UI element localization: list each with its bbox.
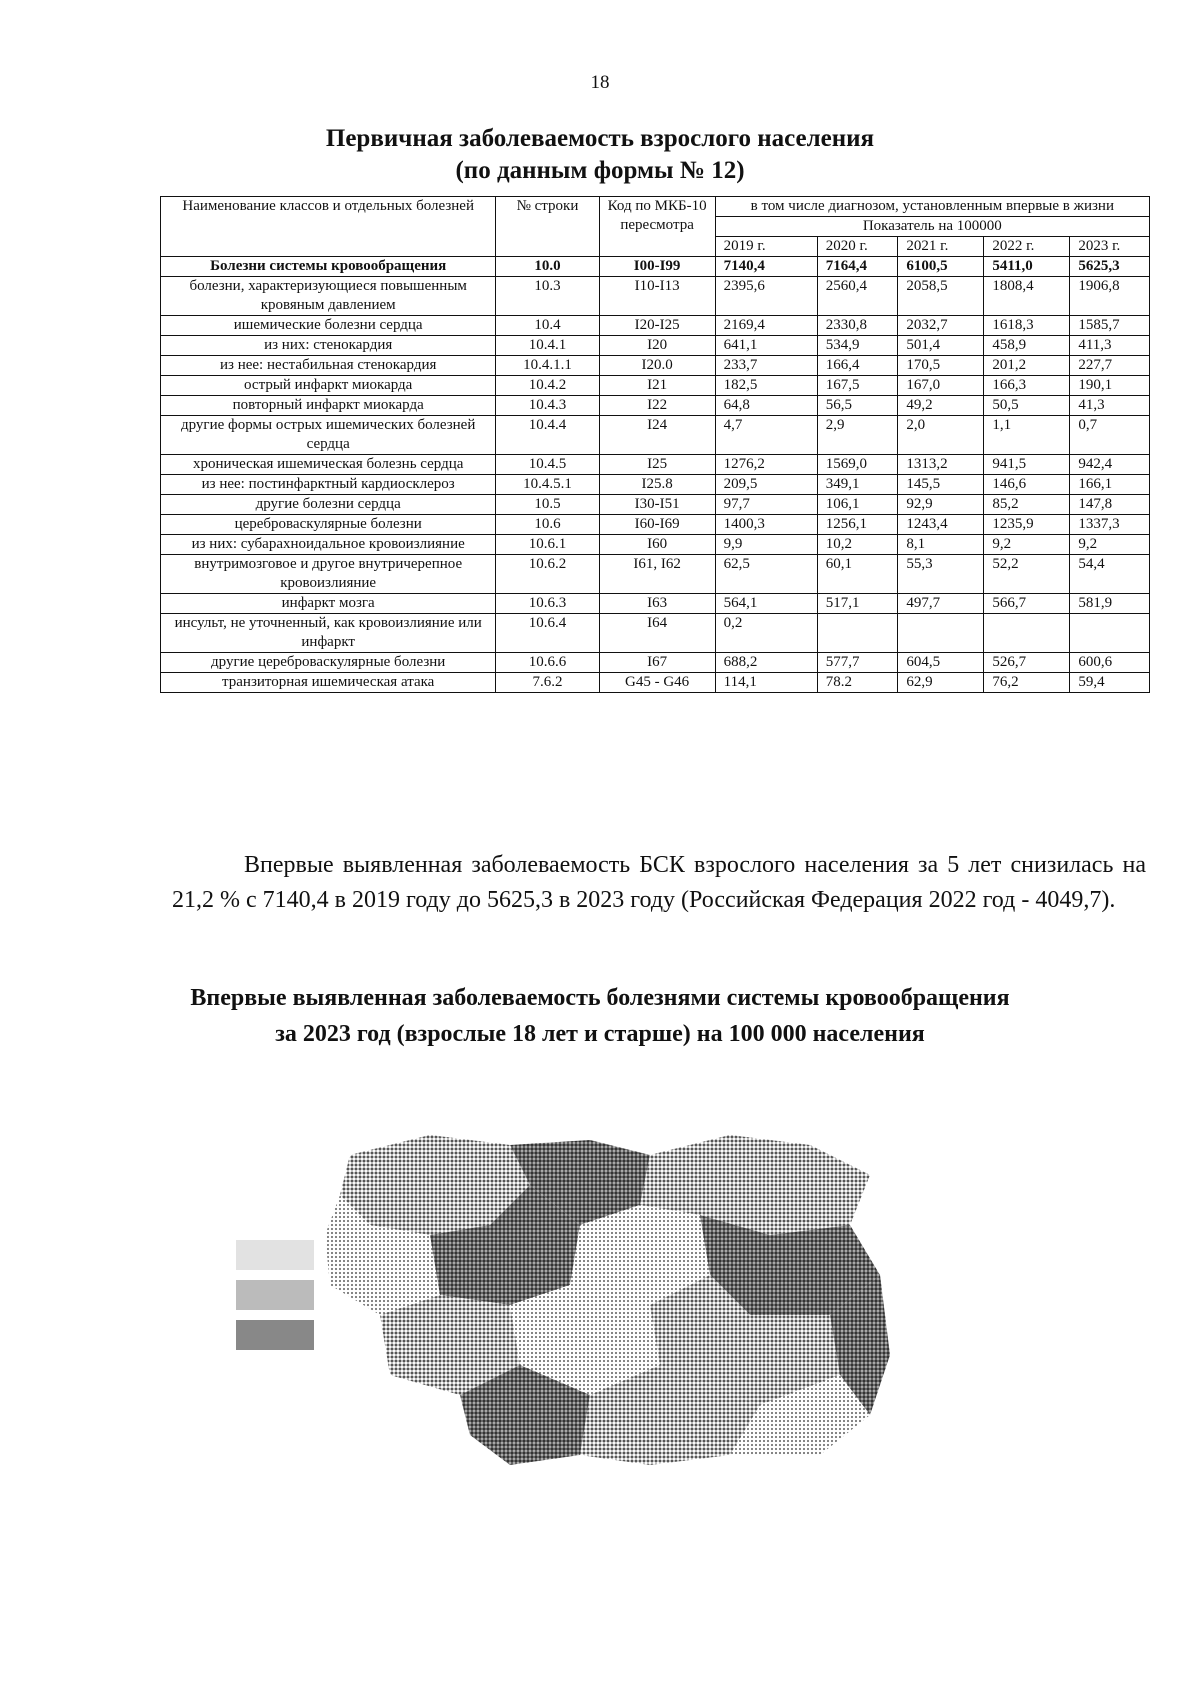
- cell-value: 458,9: [984, 336, 1070, 356]
- cell-value: 1243,4: [898, 515, 984, 535]
- cell-icd-code: I21: [599, 376, 715, 396]
- cell-disease-name: другие цереброваскулярные болезни: [161, 653, 496, 673]
- cell-value: 1313,2: [898, 455, 984, 475]
- cell-disease-name: из них: стенокардия: [161, 336, 496, 356]
- cell-row-number: 10.4: [496, 316, 599, 336]
- table-row: [161, 416, 1150, 455]
- cell-value: 54,4: [1070, 555, 1150, 594]
- cell-value: 1906,8: [1070, 277, 1150, 316]
- cell-disease-name: другие болезни сердца: [161, 495, 496, 515]
- cell-value: 97,7: [715, 495, 817, 515]
- cell-icd-code: I10-I13: [599, 277, 715, 316]
- legend-swatch-dark: [236, 1320, 314, 1350]
- cell-value: 1400,3: [715, 515, 817, 535]
- table-row: [161, 515, 1150, 535]
- table-row: [161, 356, 1150, 376]
- cell-value: 145,5: [898, 475, 984, 495]
- header-year: 2023 г.: [1070, 237, 1150, 257]
- cell-value: 52,2: [984, 555, 1070, 594]
- cell-value: 85,2: [984, 495, 1070, 515]
- cell-value: 1337,3: [1070, 515, 1150, 535]
- cell-value: 2032,7: [898, 316, 984, 336]
- header-row-number: № строки: [496, 197, 599, 257]
- cell-value: 50,5: [984, 396, 1070, 416]
- cell-disease-name: цереброваскулярные болезни: [161, 515, 496, 535]
- cell-icd-code: I30-I51: [599, 495, 715, 515]
- cell-value: 497,7: [898, 594, 984, 614]
- table-row: [161, 396, 1150, 416]
- cell-disease-name: повторный инфаркт миокарда: [161, 396, 496, 416]
- cell-disease-name: хроническая ишемическая болезнь сердца: [161, 455, 496, 475]
- cell-value: 9,9: [715, 535, 817, 555]
- cell-value: 76,2: [984, 673, 1070, 693]
- cell-value: 147,8: [1070, 495, 1150, 515]
- header-icd-code: Код по МКБ-10 пересмотра: [599, 197, 715, 257]
- cell-value: 600,6: [1070, 653, 1150, 673]
- cell-row-number: 10.6.1: [496, 535, 599, 555]
- cell-value: 604,5: [898, 653, 984, 673]
- cell-value: 1618,3: [984, 316, 1070, 336]
- map-legend: [236, 1238, 452, 1388]
- cell-icd-code: I24: [599, 416, 715, 455]
- cell-value: 641,1: [715, 336, 817, 356]
- summary-paragraph: Впервые выявленная заболеваемость БСК взрослого населения за 5 лет снизилась на 21,2 % с 7140,4 в 2019 году до 5625,3 в 2023 году (Российская Федерация 2022 год - 4049,7).: [172, 852, 1146, 913]
- cell-icd-code: I61, I62: [599, 555, 715, 594]
- table-row: [161, 535, 1150, 555]
- cell-value: 190,1: [1070, 376, 1150, 396]
- cell-icd-code: I67: [599, 653, 715, 673]
- cell-value: 166,4: [817, 356, 898, 376]
- cell-value: 688,2: [715, 653, 817, 673]
- cell-value: 8,1: [898, 535, 984, 555]
- cell-icd-code: I20-I25: [599, 316, 715, 336]
- cell-value: 1256,1: [817, 515, 898, 535]
- cell-value: 941,5: [984, 455, 1070, 475]
- table-title-line-1: Первичная заболеваемость взрослого населения: [325, 125, 875, 152]
- cell-disease-name: острый инфаркт миокарда: [161, 376, 496, 396]
- cell-value: 60,1: [817, 555, 898, 594]
- header-year: 2019 г.: [715, 237, 817, 257]
- cell-value: 581,9: [1070, 594, 1150, 614]
- legend-swatch-light: [236, 1240, 314, 1270]
- header-group: в том числе диагнозом, установленным впервые в жизни: [715, 197, 1149, 217]
- cell-value: 5625,3: [1070, 257, 1150, 277]
- map-title-line-2: за 2023 год (взрослые 18 лет и старше) на 100 000 населения: [275, 1021, 925, 1047]
- cell-disease-name: инсульт, не уточненный, как кровоизлияние или инфаркт: [161, 614, 496, 653]
- cell-icd-code: I60-I69: [599, 515, 715, 535]
- table-row: [161, 594, 1150, 614]
- cell-disease-name: из нее: постинфарктный кардиосклероз: [161, 475, 496, 495]
- cell-value: 526,7: [984, 653, 1070, 673]
- cell-value: 78.2: [817, 673, 898, 693]
- cell-value: 64,8: [715, 396, 817, 416]
- cell-value: 0,7: [1070, 416, 1150, 455]
- cell-value: 56,5: [817, 396, 898, 416]
- table-row: [161, 673, 1150, 693]
- header-year: 2021 г.: [898, 237, 984, 257]
- cell-disease-name: болезни, характеризующиеся повышенным кровяным давлением: [161, 277, 496, 316]
- cell-value: 7164,4: [817, 257, 898, 277]
- cell-icd-code: G45 - G46: [599, 673, 715, 693]
- cell-row-number: 10.4.3: [496, 396, 599, 416]
- page-number: 18: [590, 72, 610, 93]
- cell-disease-name: другие формы острых ишемических болезней сердца: [161, 416, 496, 455]
- table-row: [161, 277, 1150, 316]
- cell-value: 10,2: [817, 535, 898, 555]
- cell-value: 566,7: [984, 594, 1070, 614]
- cell-row-number: 10.4.4: [496, 416, 599, 455]
- cell-value: 2058,5: [898, 277, 984, 316]
- cell-value: 349,1: [817, 475, 898, 495]
- cell-icd-code: I25: [599, 455, 715, 475]
- cell-row-number: 10.3: [496, 277, 599, 316]
- cell-row-number: 10.4.2: [496, 376, 599, 396]
- cell-value: 2330,8: [817, 316, 898, 336]
- cell-value: [898, 614, 984, 653]
- cell-value: 167,5: [817, 376, 898, 396]
- cell-value: 501,4: [898, 336, 984, 356]
- map-title-line-1: Впервые выявленная заболеваемость болезнями системы кровообращения: [190, 985, 1010, 1011]
- morbidity-table: [160, 196, 1150, 693]
- cell-icd-code: I63: [599, 594, 715, 614]
- cell-value: 1585,7: [1070, 316, 1150, 336]
- legend-item-dark: [236, 1320, 452, 1350]
- cell-row-number: 10.4.1: [496, 336, 599, 356]
- cell-value: 1569,0: [817, 455, 898, 475]
- cell-value: 59,4: [1070, 673, 1150, 693]
- legend-swatch-medium: [236, 1280, 314, 1310]
- cell-value: 2169,4: [715, 316, 817, 336]
- cell-value: [984, 614, 1070, 653]
- table-row: [161, 653, 1150, 673]
- table-row: [161, 614, 1150, 653]
- cell-row-number: 10.4.5.1: [496, 475, 599, 495]
- cell-value: 2,0: [898, 416, 984, 455]
- cell-value: 2395,6: [715, 277, 817, 316]
- cell-value: 1276,2: [715, 455, 817, 475]
- cell-disease-name: ишемические болезни сердца: [161, 316, 496, 336]
- table-row: [161, 336, 1150, 356]
- cell-value: 1235,9: [984, 515, 1070, 535]
- cell-value: 167,0: [898, 376, 984, 396]
- header-name: Наименование классов и отдельных болезней: [161, 197, 496, 257]
- table-row: [161, 376, 1150, 396]
- cell-value: 6100,5: [898, 257, 984, 277]
- cell-value: 564,1: [715, 594, 817, 614]
- cell-value: 201,2: [984, 356, 1070, 376]
- table-row: [161, 316, 1150, 336]
- cell-row-number: 10.6: [496, 515, 599, 535]
- cell-disease-name: инфаркт мозга: [161, 594, 496, 614]
- cell-row-number: 10.6.3: [496, 594, 599, 614]
- cell-disease-name: из нее: нестабильная стенокардия: [161, 356, 496, 376]
- cell-value: [817, 614, 898, 653]
- legend-item-medium: [236, 1280, 452, 1310]
- cell-row-number: 10.0: [496, 257, 599, 277]
- cell-value: 49,2: [898, 396, 984, 416]
- cell-icd-code: I00-I99: [599, 257, 715, 277]
- cell-value: 62,9: [898, 673, 984, 693]
- cell-value: 4,7: [715, 416, 817, 455]
- cell-row-number: 7.6.2: [496, 673, 599, 693]
- cell-value: 7140,4: [715, 257, 817, 277]
- cell-value: 9,2: [1070, 535, 1150, 555]
- cell-disease-name: из них: субарахноидальное кровоизлияние: [161, 535, 496, 555]
- header-year: 2022 г.: [984, 237, 1070, 257]
- cell-value: 114,1: [715, 673, 817, 693]
- cell-value: 209,5: [715, 475, 817, 495]
- cell-icd-code: I20.0: [599, 356, 715, 376]
- cell-icd-code: I20: [599, 336, 715, 356]
- cell-row-number: 10.6.4: [496, 614, 599, 653]
- cell-icd-code: I60: [599, 535, 715, 555]
- cell-value: 233,7: [715, 356, 817, 376]
- cell-disease-name: Болезни системы кровообращения: [161, 257, 496, 277]
- cell-row-number: 10.4.5: [496, 455, 599, 475]
- cell-value: 166,3: [984, 376, 1070, 396]
- table-body: [161, 257, 1150, 693]
- table-row: [161, 495, 1150, 515]
- cell-row-number: 10.6.6: [496, 653, 599, 673]
- cell-row-number: 10.5: [496, 495, 599, 515]
- table-row: [161, 555, 1150, 594]
- cell-icd-code: I64: [599, 614, 715, 653]
- cell-value: 2560,4: [817, 277, 898, 316]
- cell-value: [1070, 614, 1150, 653]
- cell-icd-code: I22: [599, 396, 715, 416]
- cell-value: 2,9: [817, 416, 898, 455]
- header-indicator: Показатель на 100000: [715, 217, 1149, 237]
- cell-value: 577,7: [817, 653, 898, 673]
- table-row: [161, 475, 1150, 495]
- cell-value: 411,3: [1070, 336, 1150, 356]
- cell-disease-name: внутримозговое и другое внутричерепное кровоизлияние: [161, 555, 496, 594]
- table-row: [161, 257, 1150, 277]
- cell-icd-code: I25.8: [599, 475, 715, 495]
- cell-value: 62,5: [715, 555, 817, 594]
- cell-value: 106,1: [817, 495, 898, 515]
- cell-value: 1,1: [984, 416, 1070, 455]
- cell-value: 182,5: [715, 376, 817, 396]
- cell-row-number: 10.6.2: [496, 555, 599, 594]
- cell-value: 146,6: [984, 475, 1070, 495]
- cell-value: 1808,4: [984, 277, 1070, 316]
- cell-value: 92,9: [898, 495, 984, 515]
- legend-item-light: [236, 1240, 452, 1270]
- cell-disease-name: транзиторная ишемическая атака: [161, 673, 496, 693]
- cell-value: 166,1: [1070, 475, 1150, 495]
- cell-value: 0,2: [715, 614, 817, 653]
- cell-value: 227,7: [1070, 356, 1150, 376]
- table-row: [161, 455, 1150, 475]
- cell-value: 534,9: [817, 336, 898, 356]
- table-title-line-2: (по данным формы № 12): [455, 157, 745, 184]
- cell-value: 517,1: [817, 594, 898, 614]
- cell-value: 942,4: [1070, 455, 1150, 475]
- cell-value: 41,3: [1070, 396, 1150, 416]
- cell-row-number: 10.4.1.1: [496, 356, 599, 376]
- cell-value: 170,5: [898, 356, 984, 376]
- cell-value: 55,3: [898, 555, 984, 594]
- cell-value: 5411,0: [984, 257, 1070, 277]
- cell-value: 9,2: [984, 535, 1070, 555]
- header-year: 2020 г.: [817, 237, 898, 257]
